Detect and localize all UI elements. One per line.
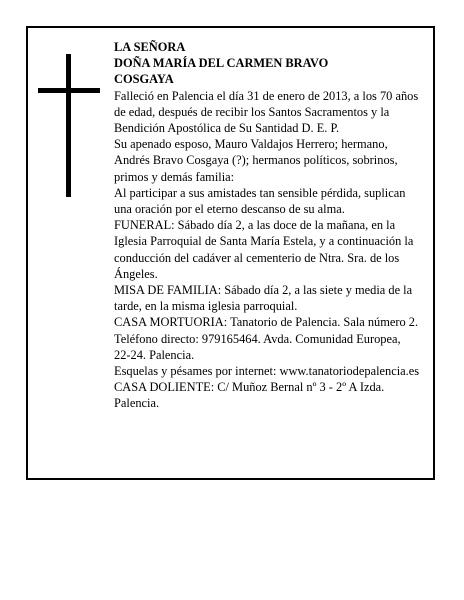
- funeral-home-info: CASA MORTUORIA: Tanatorio de Palencia. Sala número 2. Teléfono directo: 979165464. Avda. Comunidad Europea, 22-24. Palencia.: [114, 315, 419, 362]
- family-list: Su apenado esposo, Mauro Valdajos Herrero; hermano, Andrés Bravo Cosgaya (?); hermanos políticos, sobrinos, primos y demás familia:: [114, 137, 398, 184]
- family-mass-info: MISA DE FAMILIA: Sábado día 2, a las siete y media de la tarde, en la misma iglesia parroquial.: [114, 283, 413, 314]
- prayer-request: Al participar a sus amistades tan sensible pérdida, suplican una oración por el eterno descanso de su alma.: [114, 185, 406, 217]
- mourning-house-address: CASA DOLIENTE: C/ Muñoz Bernal nº 3 - 2º A Izda. Palencia.: [114, 380, 385, 411]
- internet-condolences: Esquelas y pésames por internet: www.tanatoriodepalencia.es: [114, 364, 420, 379]
- cross-icon: [38, 54, 100, 197]
- funeral-info: FUNERAL: Sábado día 2, a las doce de la mañana, en la Iglesia Parroquial de Santa María Estela, y a continuación la conducción del cadáver al cementerio de Ntra. Sra. de los Ángeles.: [114, 218, 414, 281]
- cross-horizontal-bar: [38, 88, 100, 93]
- heading-title: LA SEÑORA: [114, 40, 186, 54]
- heading-name: DOÑA MARÍA DEL CARMEN BRAVO: [114, 56, 329, 71]
- heading-surname: COSGAYA: [114, 72, 174, 87]
- obituary-text: [114, 39, 420, 412]
- death-announcement: Falleció en Palencia el día 31 de enero de 2013, a los 70 años de edad, después de recibir los Santos Sacramentos y la Bendición Apostólica de Su Santidad D. E. P.: [114, 88, 419, 136]
- cross-vertical-bar: [66, 54, 71, 197]
